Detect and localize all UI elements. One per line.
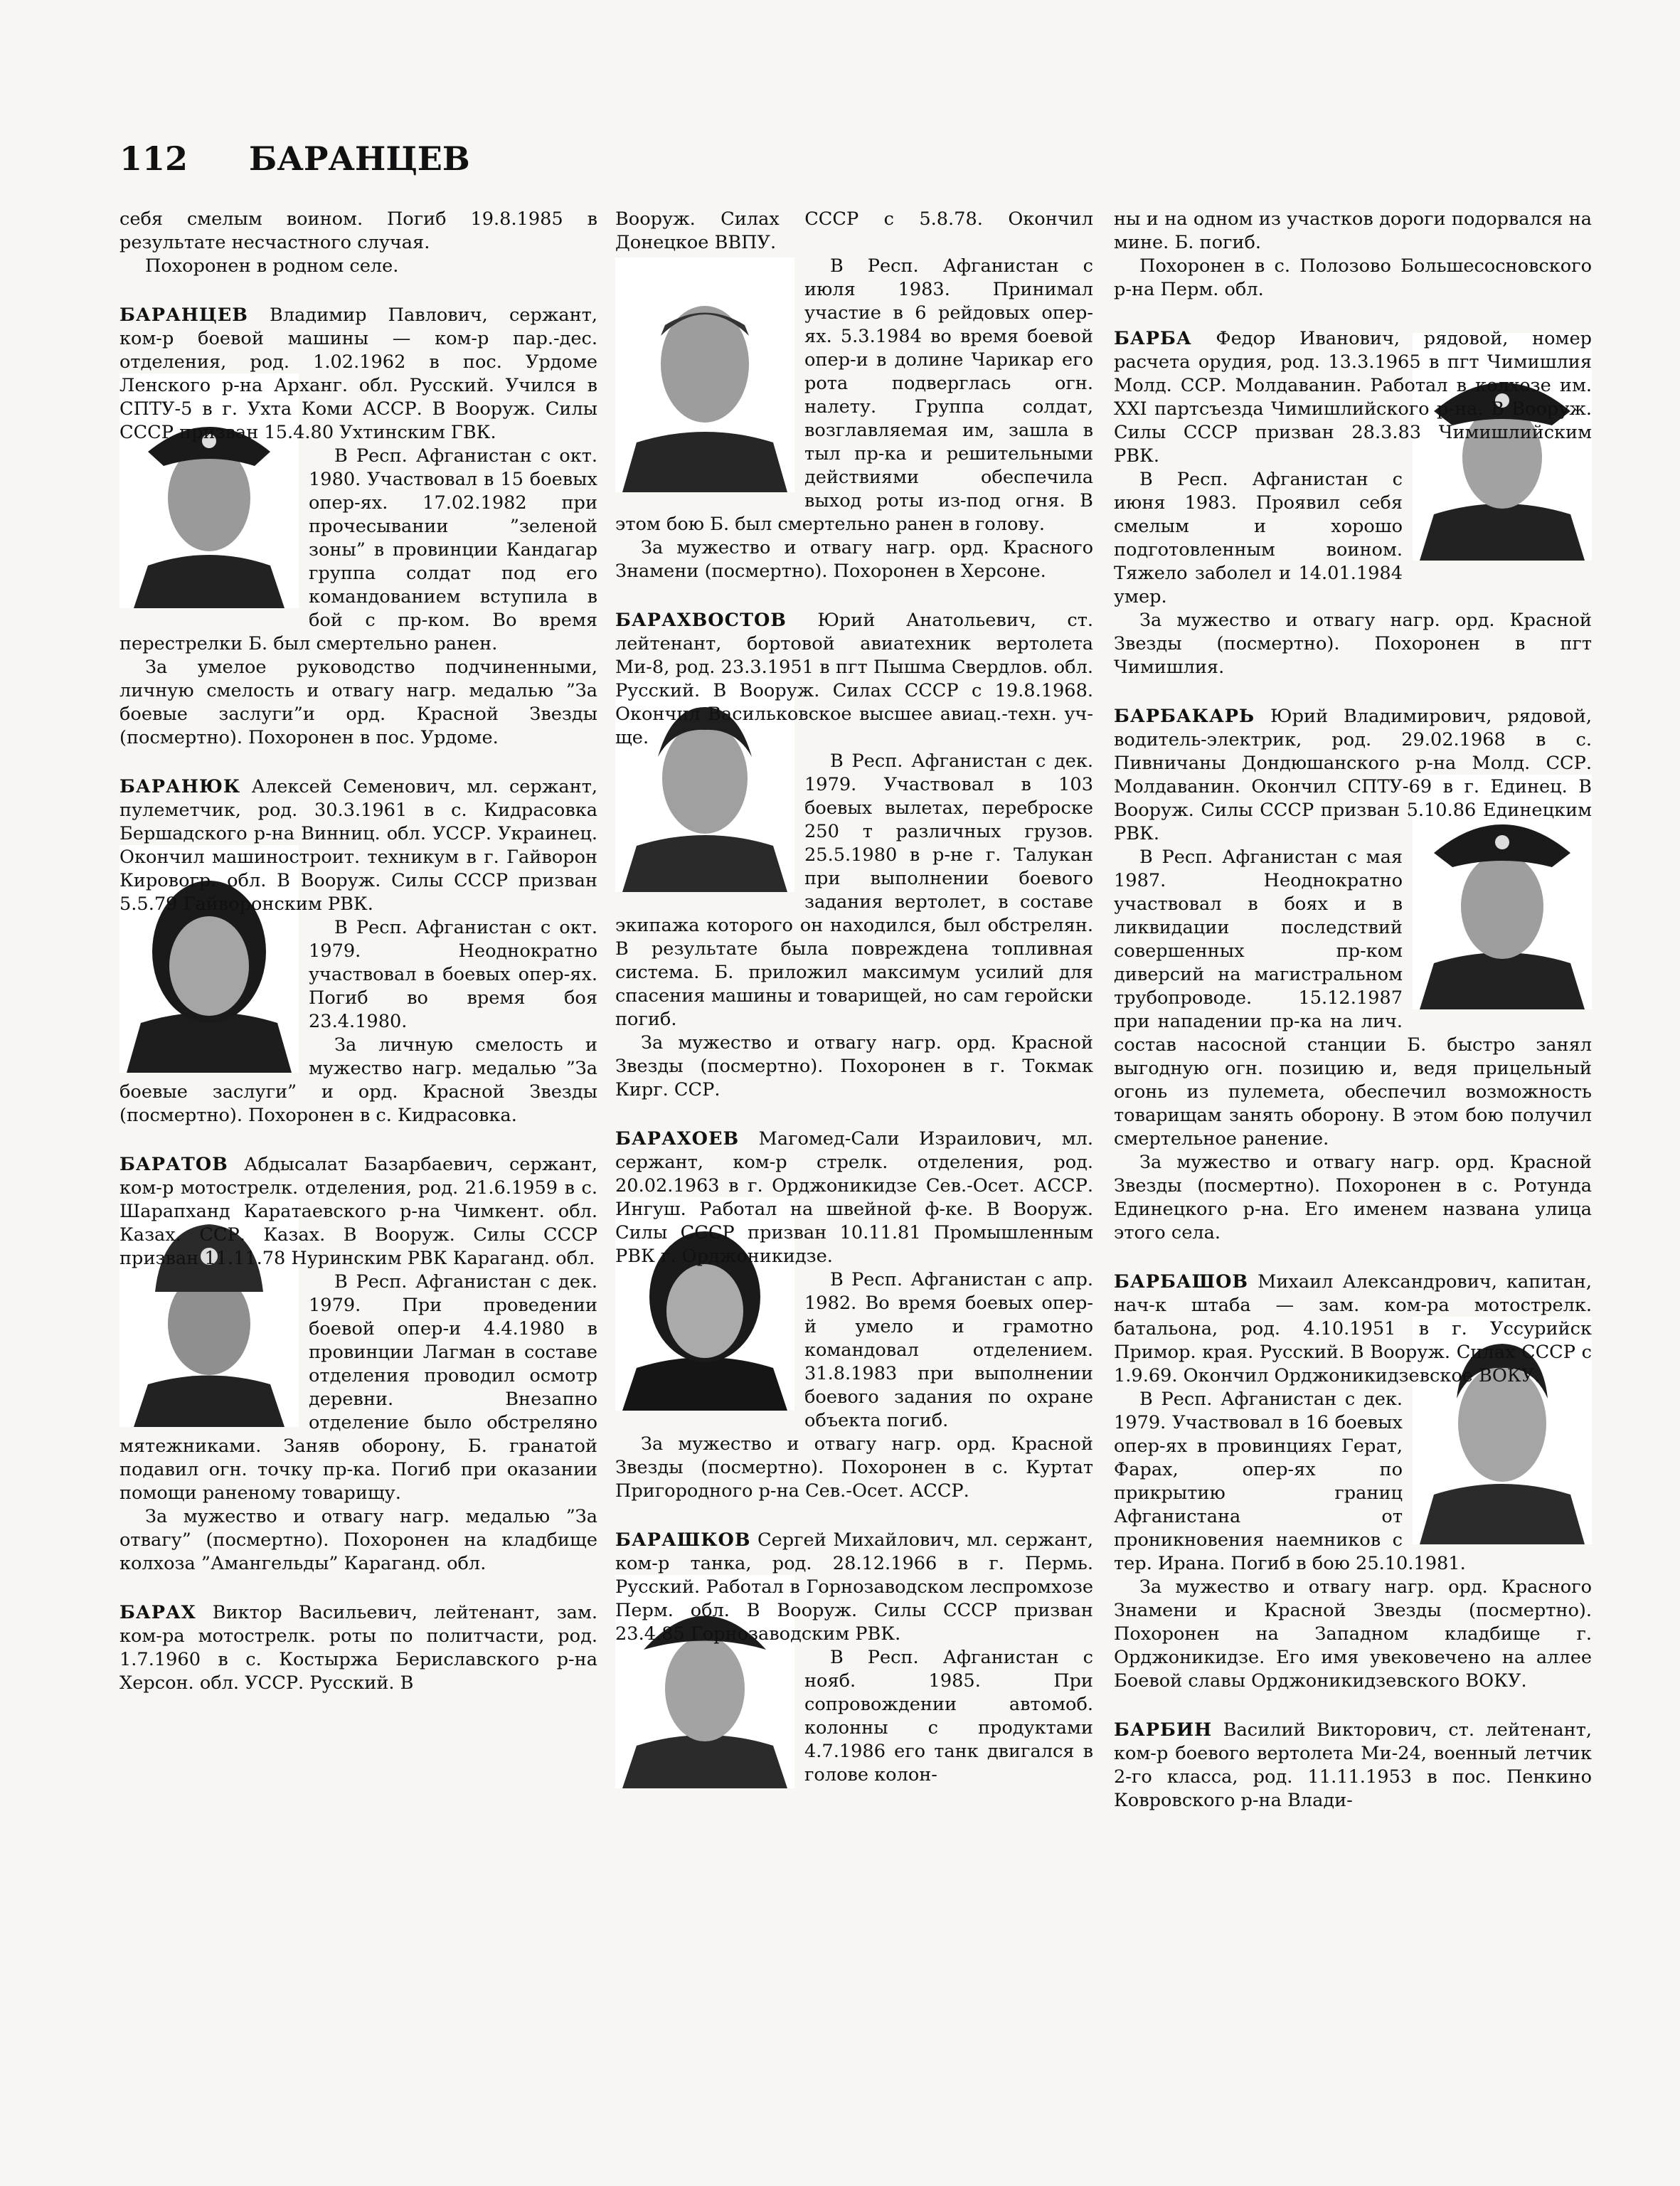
entry-lead: Сергей Михайлович, мл. сержант, ком-р танка, род. 28.12.1966 в г. Пермь. Русский. Работал в Горнозаводском леспромхозе Перм. обл. В Вооруж. Силы СССР призван 23.4.85 Горнозаводским РВК.	[615, 1529, 1093, 1645]
entry-name: БАРАХОЕВ	[615, 1128, 740, 1150]
entry-lead: Федор Иванович, рядовой, номер расчета орудия, род. 13.3.1965 в пгт Чимишлия Молд. ССР. Молдаванин. Работал в колхозе им. XXI партсъезда Чимишлийского р-на. В Вооруж. Силы СССР призван 28.3.83 Чимишлийским РВК.	[1114, 328, 1592, 467]
entry-continuation	[119, 208, 597, 278]
entry-text: За мужество и отвагу нагр. медалью ”За отвагу” (посмертно). Похоронен на кладбище колхоза ”Амангельды” Караганд. обл.	[119, 1506, 597, 1574]
entry-text: В Респ. Афганистан с дек. 1979. При проведении боевой опер-и 4.4.1980 в провинции Лагман в составе отделения проводил осмотр деревни. Внезапно отделение было обстреляно мятежниками. Заняв оборону, Б. гранатой подавил огн. точку пр-ка. Погиб при оказании помощи раненому товарищу.	[119, 1271, 597, 1504]
entry-lead: Василий Викторович, ст. лейтенант, ком-р боевого вертолета Ми-24, военный летчик 2-го класса, род. 11.11.1953 в пос. Пенкино Ковровского р-на Влади-	[1114, 1719, 1592, 1811]
entry-name: БАРАТОВ	[119, 1154, 228, 1175]
entry-barbakar	[1114, 705, 1592, 1245]
entry-barakhvostov	[615, 609, 1093, 1102]
entry-lead: Алексей Семенович, мл. сержант, пулеметчик, род. 30.3.1961 в с. Кидрасовка Бершадского р-на Винниц. обл. УССР. Украинец. Окончил машиностроит. техникум в г. Гайворон Кировогр. обл. В Вооруж. Силы СССР призван 5.5.79 Гайворонским РВК.	[119, 776, 597, 915]
entry-text: За мужество и отвагу нагр. орд. Красного Знамени и Красной Звезды (посмертно). Похоронен на Западном кладбище г. Орджоникидзе. Его имя увековечено на аллее Боевой славы Орджоникидзевского ВОКУ.	[1114, 1576, 1592, 1692]
column-1	[119, 208, 597, 1695]
entry-text: За умелое руководство подчиненными, личную смелость и отвагу нагр. медалью ”За боевые заслуги”и орд. Красной Звезды (посмертно). Похоронен в пос. Урдоме.	[119, 657, 597, 748]
entry-barakhoev	[615, 1128, 1093, 1503]
entry-text: За мужество и отвагу нагр. орд. Красной Звезды (посмертно). Похоронен в пгт Чимишлия.	[1114, 610, 1592, 678]
entry-name: БАРАНЮК	[119, 776, 241, 797]
entry-name: БАРБИН	[1114, 1719, 1213, 1741]
entry-continuation	[615, 208, 1093, 583]
entry-text: За мужество и отвагу нагр. орд. Красной Звезды (посмертно). Похоронен в г. Токмак Кирг. ССР.	[615, 1032, 1093, 1100]
portrait-photo	[615, 258, 794, 492]
entry-barba	[1114, 327, 1592, 679]
page-number: 112	[119, 139, 188, 178]
entry-lead: Владимир Павлович, сержант, ком-р боевой машины — ком-р пар.-дес. отделения, род. 1.02.1962 в пос. Урдоме Ленского р-на Арханг. обл. Русский. Учился в СПТУ-5 в г. Ухта Коми АССР. В Вооруж. Силы СССР призван 15.4.80 Ухтинским ГВК.	[119, 304, 597, 443]
entry-baranyuk	[119, 775, 597, 1128]
entry-text: В Респ. Афганистан с окт. 1979. Неоднократно участвовал в боевых опер-ях. Погиб во время боя 23.4.1980.	[309, 917, 597, 1032]
entry-barbashov	[1114, 1270, 1592, 1693]
entry-name: БАРАНЦЕВ	[119, 304, 248, 326]
entry-lead: Абдысалат Базарбаевич, сержант, ком-р мотострелк. отделения, род. 21.6.1959 в с. Шарапханд Каратаевского р-на Чимкент. обл. Казах. ССР. Казах. В Вооруж. Силы СССР призван 11.11.78 Нуринским РВК Караганд. обл.	[119, 1154, 597, 1269]
entry-text: Вооруж. Силах СССР с 5.8.78. Окончил Донецкое ВВПУ.	[615, 208, 1093, 253]
entry-barashkov	[615, 1529, 1093, 1787]
entry-name: БАРАШКОВ	[615, 1529, 751, 1551]
entry-barbin	[1114, 1719, 1592, 1813]
entry-lead: Магомед-Сали Израилович, мл. сержант, ком-р стрелк. отделения, род. 20.02.1963 в г. Орджоникидзе Сев.-Осет. АССР. Ингуш. Работал на швейной ф-ке. В Вооруж. Силы СССР призван 10.11.81 Промышленным РВК г. Орджоникидзе.	[615, 1128, 1093, 1267]
entry-lead: Юрий Владимирович, рядовой, водитель-электрик, род. 29.02.1968 в с. Пивничаны Дондюшанского р-на Молд. ССР. Молдаванин. Окончил СПТУ-69 в г. Единец. В Вооруж. Силы СССР призван 5.10.86 Единецким РВК.	[1114, 706, 1592, 844]
entry-text: В Респ. Афганистан с апр. 1982. Во время боевых опер-й умело и грамотно командовал отделением. 31.8.1983 при выполнении боевого задания по охране объекта погиб.	[804, 1269, 1093, 1431]
entry-continuation	[1114, 208, 1592, 302]
entry-text: За мужество и отвагу нагр. орд. Красной Звезды (посмертно). Похоронен в с. Ротунда Единецкого р-на. Его именем названа улица этого села.	[1114, 1152, 1592, 1243]
entry-name: БАРБАКАРЬ	[1114, 706, 1255, 727]
entry-name: БАРАХВОСТОВ	[615, 610, 787, 631]
entry-text: Похоронен в с. Полозово Большесосновского р-на Перм. обл.	[1114, 255, 1592, 300]
entry-text: За мужество и отвагу нагр. орд. Красного Знамени (посмертно). Похоронен в Херсоне.	[615, 537, 1093, 582]
entry-lead: Виктор Васильевич, лейтенант, зам. ком-ра мотострелк. роты по политчасти, род. 1.7.1960 в с. Костыржа Бериславского р-на Херсон. обл. УССР. Русский. В	[119, 1602, 597, 1694]
entry-lead: Михаил Александрович, капитан, нач-к штаба — зам. ком-ра мотострелк. батальона, род. 4.10.1951 в г. Уссурийск Примор. края. Русский. В Вооруж. Силах СССР с 1.9.69. Окончил Орджоникидзевское ВОКУ.	[1114, 1271, 1592, 1386]
entry-name: БАРБА	[1114, 328, 1192, 349]
entry-text: В Респ. Афганистан с дек. 1979. Участвовал в 103 боевых вылетах, переброске 250 т различных грузов. 25.5.1980 в р-не г. Талукан при выполнении боевого задания вертолет, в составе экипажа которого он находился, был обстрелян. В результате была повреждена топливная система. Б. приложил максимум усилий для спасения машины и товарищей, но сам геройски погиб.	[615, 750, 1093, 1030]
entry-text: За мужество и отвагу нагр. орд. Красной Звезды (посмертно). Похоронен в с. Куртат Пригородного р-на Сев.-Осет. АССР.	[615, 1433, 1093, 1502]
entry-text: В Респ. Афганистан с окт. 1980. Участвовал в 15 боевых опер-ях. 17.02.1982 при прочесывании ”зеленой зоны” в провинции Кандагар группа солдат под его командованием вступила в бой с пр-ком. Во время перестрелки Б. был смертельно ранен.	[119, 445, 597, 654]
entry-name: БАРАХ	[119, 1602, 196, 1623]
entry-text: В Респ. Афганистан с июня 1983. Проявил себя смелым и хорошо подготовленным воином. Тяжело заболел и 14.01.1984 умер.	[1114, 469, 1403, 607]
entry-text: В Респ. Афганистан с июля 1983. Принимал участие в 6 рейдовых опер-ях. 5.3.1984 во время боевой опер-и в долине Чарикар его рота подверглась огн. налету. Группа солдат, возглавляемая им, зашла в тыл пр-ка и решительными действиями обеспечила выход роты из-под огня. В этом бою Б. был смертельно ранен в голову.	[615, 255, 1093, 535]
entry-text: себя смелым воином. Погиб 19.8.1985 в результате несчастного случая.	[119, 208, 597, 253]
entry-text: В Респ. Афганистан с нояб. 1985. При сопровождении автомоб. колонны с продуктами 4.7.1986 его танк двигался в голове колон-	[804, 1647, 1093, 1786]
entry-text: За личную смелость и мужество нагр. медалью ”За боевые заслуги” и орд. Красной Звезды (посмертно). Похоронен в с. Кидрасовка.	[119, 1034, 597, 1126]
entry-barantsev	[119, 304, 597, 750]
column-2	[615, 208, 1093, 1793]
entry-name: БАРБАШОВ	[1114, 1271, 1249, 1293]
entry-lead: Юрий Анатольевич, ст. лейтенант, бортовой авиатехник вертолета Ми-8, род. 23.3.1951 в пгт Пышма Свердлов. обл. Русский. В Вооруж. Силах СССР с 19.8.1968. Окончил Васильковское высшее авиац.-техн. уч-ще.	[615, 610, 1093, 748]
entry-text: В Респ. Афганистан с мая 1987. Неоднократно участвовал в боях и в ликвидации последствий совершенных пр-ком диверсий на магистральном трубопроводе. 15.12.1987 при нападении пр-ка на лич. состав насосной станции Б. быстро занял выгодную огн. позицию и, ведя прицельный огонь из пулемета, обеспечил возможность товарищам занять оборону. В этом бою получил смертельное ранение.	[1114, 847, 1592, 1150]
column-3	[1114, 208, 1592, 1813]
entry-text: Похоронен в родном селе.	[145, 255, 399, 277]
entry-text: В Респ. Афганистан с дек. 1979. Участвовал в 16 боевых опер-ях в провинциях Герат, Фарах, опер-ях по прикрытию границ Афганистана от проникновения наемников с тер. Ирана. Погиб в бою 25.10.1981.	[1114, 1389, 1466, 1574]
entry-text: ны и на одном из участков дороги подорвался на мине. Б. погиб.	[1114, 208, 1592, 253]
running-title: БАРАНЦЕВ	[249, 139, 470, 178]
entry-baratov	[119, 1153, 597, 1576]
page-header	[119, 139, 470, 178]
entry-barakh	[119, 1601, 597, 1695]
